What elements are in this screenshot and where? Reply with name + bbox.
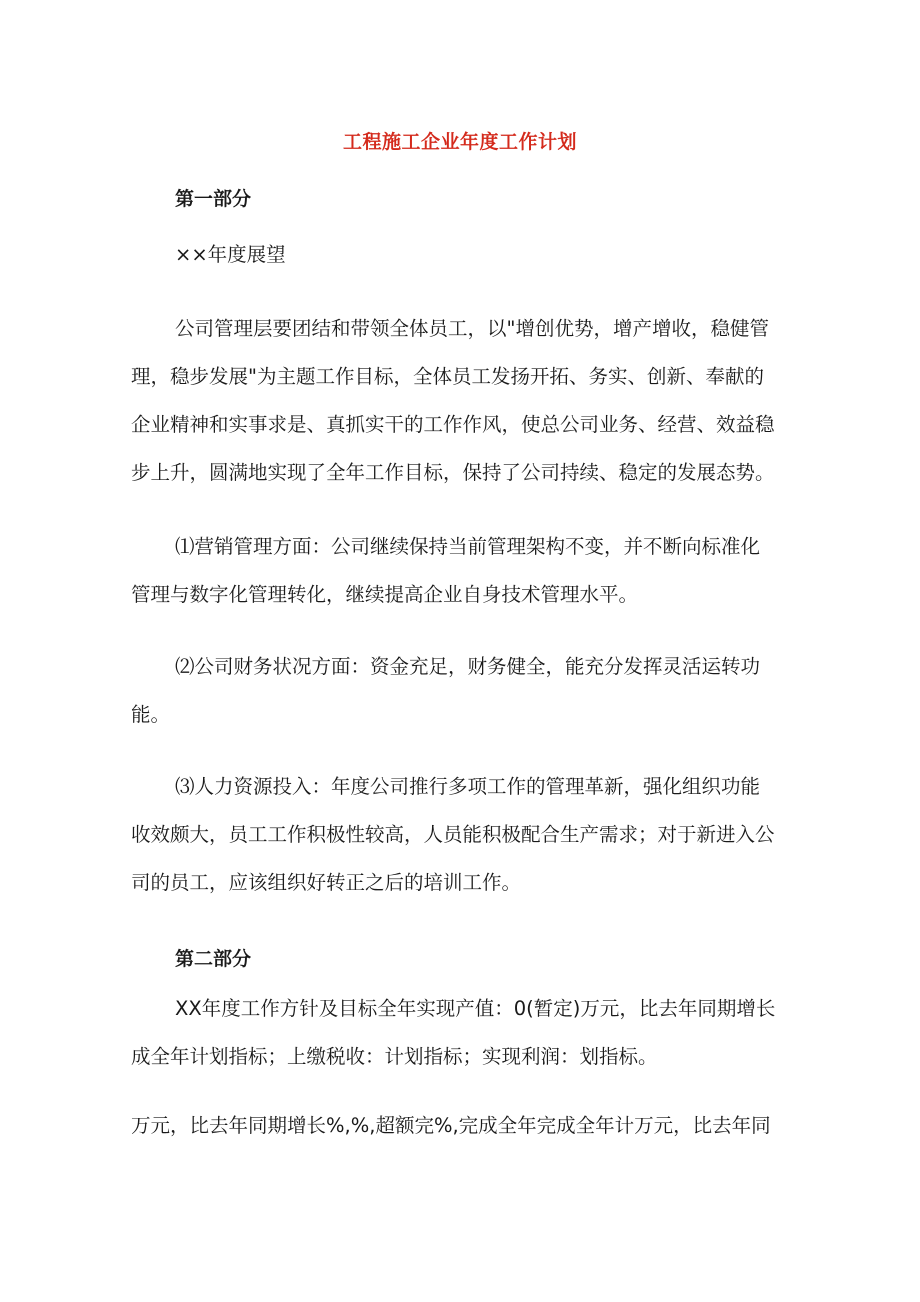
part1-subheading-text: ××年度展望	[175, 243, 286, 266]
part2-heading	[131, 935, 840, 983]
paragraph-line: 理，稳步发展"为主题工作目标，全体员工发扬开拓、务实、创新、奉献的	[131, 365, 764, 388]
paragraph-line: 万元，比去年同期增长%,%,超额完%,完成全年完成全年计万元，比去年同	[131, 1114, 771, 1137]
paragraph-line: 管理与数字化管理转化，继续提高企业自身技术管理水平。	[131, 583, 639, 606]
part2-heading-text: 第二部分	[175, 948, 252, 970]
paragraph-line: 成全年计划指标；上缴税收：计划指标；实现利润：划指标。	[131, 1045, 658, 1068]
part1-heading	[131, 175, 840, 223]
paragraph-line: 公司管理层要团结和带领全体员工，以"增创优势，增产增收，稳健管	[175, 317, 769, 340]
part2-paragraph-goals	[131, 985, 796, 1081]
part1-item-finance	[131, 643, 796, 739]
paragraph-line: 收效颇大，员工工作积极性较高，人员能积极配合生产需求；对于新进入公	[131, 823, 775, 846]
part1-intro-paragraph	[131, 305, 796, 497]
paragraph-line: 能。	[131, 703, 171, 726]
paragraph-line: 司的员工，应该组织好转正之后的培训工作。	[131, 871, 522, 894]
part1-item-hr	[131, 763, 796, 907]
part1-heading-text: 第一部分	[175, 188, 252, 210]
document-title: 工程施工企业年度工作计划	[342, 131, 577, 153]
paragraph-line: ⑵公司财务状况方面：资金充足，财务健全，能充分发挥灵活运转功	[175, 655, 761, 678]
paragraph-line: ⑴营销管理方面：公司继续保持当前管理架构不变，并不断向标准化	[175, 535, 761, 558]
part1-subheading	[131, 231, 840, 279]
paragraph-line: ⑶人力资源投入：年度公司推行多项工作的管理革新，强化组织功能	[175, 775, 761, 798]
paragraph-line: 企业精神和实事求是、真抓实干的工作作风，使总公司业务、经营、效益稳	[131, 413, 775, 436]
part2-paragraph-growth	[131, 1102, 796, 1150]
part1-item-marketing	[131, 523, 796, 619]
paragraph-line: XX年度工作方针及目标全年实现产值：0(暂定)万元，比去年同期增长	[175, 997, 776, 1020]
paragraph-line: 步上升，圆满地实现了全年工作目标，保持了公司持续、稳定的发展态势。	[131, 461, 775, 484]
